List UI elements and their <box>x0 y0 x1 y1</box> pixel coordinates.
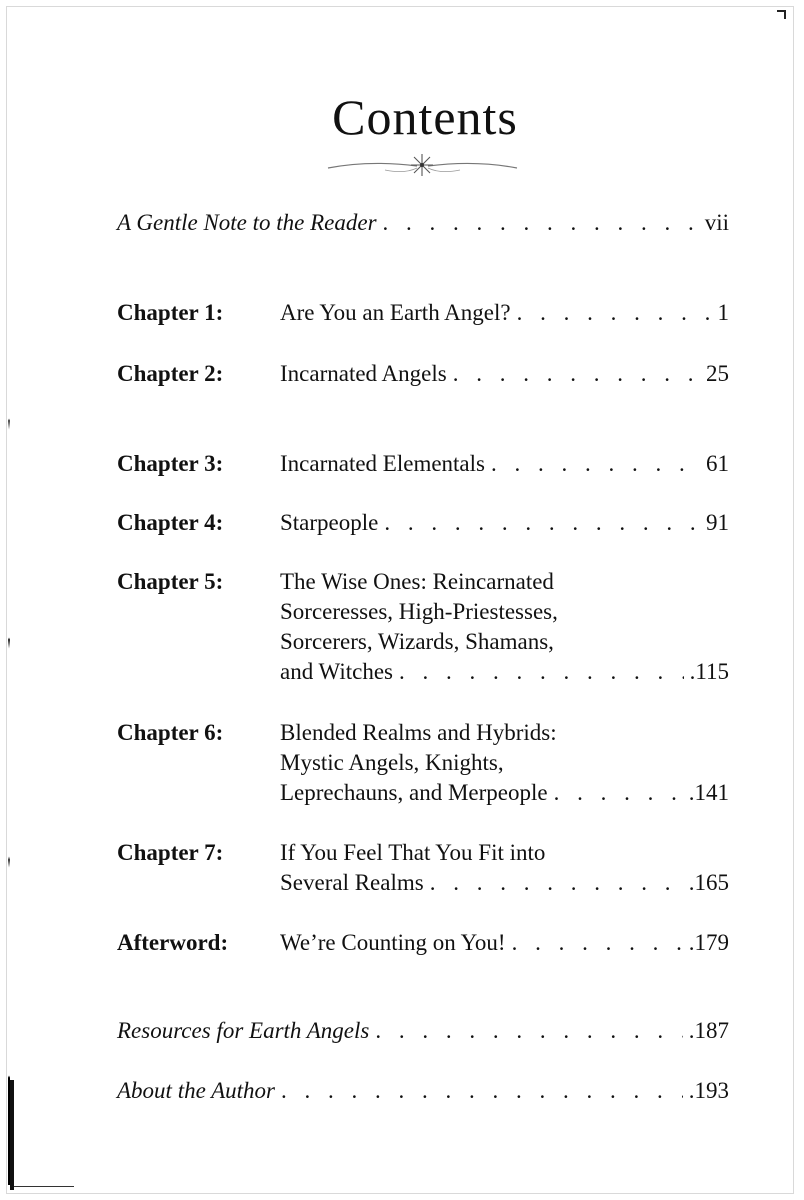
chapter-title-line: and Witches <box>280 659 393 684</box>
leader-dots <box>491 449 700 479</box>
chapter-title-line: Sorceresses, High-Priestesses, <box>280 599 558 624</box>
chapter-label: Chapter 1: <box>117 300 224 325</box>
toc-entry-chapter-5[interactable] <box>117 567 729 687</box>
toc-entry-chapter-7[interactable] <box>117 838 729 898</box>
chapter-label: Afterword: <box>117 930 229 955</box>
toc-page-number: 25 <box>706 361 729 386</box>
chapter-label: Chapter 7: <box>117 840 224 865</box>
toc-entry-title: A Gentle Note to the Reader <box>117 210 377 235</box>
scan-binding-shadow <box>10 1080 14 1190</box>
chapter-title: We’re Counting on You! <box>280 930 506 955</box>
toc-page-number: .141 <box>688 780 729 805</box>
chapter-title-line: Blended Realms and Hybrids: <box>280 720 557 745</box>
chapter-title-line: Mystic Angels, Knights, <box>280 750 504 775</box>
chapter-label: Chapter 5: <box>117 569 224 594</box>
chapter-title-line: Several Realms <box>280 870 424 895</box>
chapter-title-line: If You Feel That You Fit into <box>280 840 546 865</box>
toc-entry-chapter-2[interactable] <box>117 359 729 389</box>
toc-entry-front-note[interactable] <box>117 208 729 238</box>
toc-page-number: .165 <box>688 870 729 895</box>
page-title: Contents <box>332 89 518 145</box>
toc-page-number: .115 <box>689 659 729 684</box>
toc-page-number: 1 <box>717 300 729 325</box>
toc-entry-chapter-4[interactable] <box>117 508 729 538</box>
chapter-label: Chapter 2: <box>117 361 224 386</box>
toc-entry-about-author[interactable] <box>117 1076 729 1106</box>
toc-page-number: .193 <box>688 1078 729 1103</box>
leader-dots <box>430 868 683 898</box>
toc-entry-resources[interactable] <box>117 1016 729 1046</box>
scan-bottom-mark <box>14 1186 74 1187</box>
leader-dots <box>375 1016 682 1046</box>
toc-page-number: 91 <box>706 510 729 535</box>
toc-entry-chapter-1[interactable] <box>117 298 729 328</box>
toc-entry-chapter-6[interactable] <box>117 718 729 808</box>
toc-page-number: .187 <box>688 1018 729 1043</box>
scan-edge-shadow <box>8 90 10 1185</box>
chapter-title: Starpeople <box>280 510 379 535</box>
chapter-title: Incarnated Angels <box>280 361 447 386</box>
toc-page-number: .179 <box>688 930 729 955</box>
leader-dots <box>383 208 699 238</box>
chapter-title-line: Sorcerers, Wizards, Shamans, <box>280 629 554 654</box>
leader-dots <box>453 359 700 389</box>
chapter-label: Chapter 4: <box>117 510 224 535</box>
leader-dots <box>512 928 683 958</box>
toc-page-number: 61 <box>706 451 729 476</box>
toc-entry-afterword[interactable] <box>117 928 729 958</box>
chapter-label: Chapter 6: <box>117 720 224 745</box>
toc-entry-title: About the Author <box>117 1078 276 1103</box>
leader-dots <box>554 778 683 808</box>
leader-dots <box>281 1076 683 1106</box>
leader-dots <box>399 657 684 687</box>
scan-corner-mark <box>777 10 786 19</box>
chapter-title: Are You an Earth Angel? <box>280 300 511 325</box>
toc-entry-title: Resources for Earth Angels <box>117 1018 370 1043</box>
chapter-title: Incarnated Elementals <box>280 451 485 476</box>
chapter-title-line: The Wise Ones: Reincarnated <box>280 569 554 594</box>
toc-entry-chapter-3[interactable] <box>117 449 729 479</box>
toc-page-number: vii <box>704 210 729 235</box>
chapter-title-line: Leprechauns, and Merpeople <box>280 780 548 805</box>
leader-dots <box>384 508 700 538</box>
chapter-label: Chapter 3: <box>117 451 224 476</box>
flourish-ornament-icon <box>325 146 520 182</box>
leader-dots <box>517 298 712 328</box>
